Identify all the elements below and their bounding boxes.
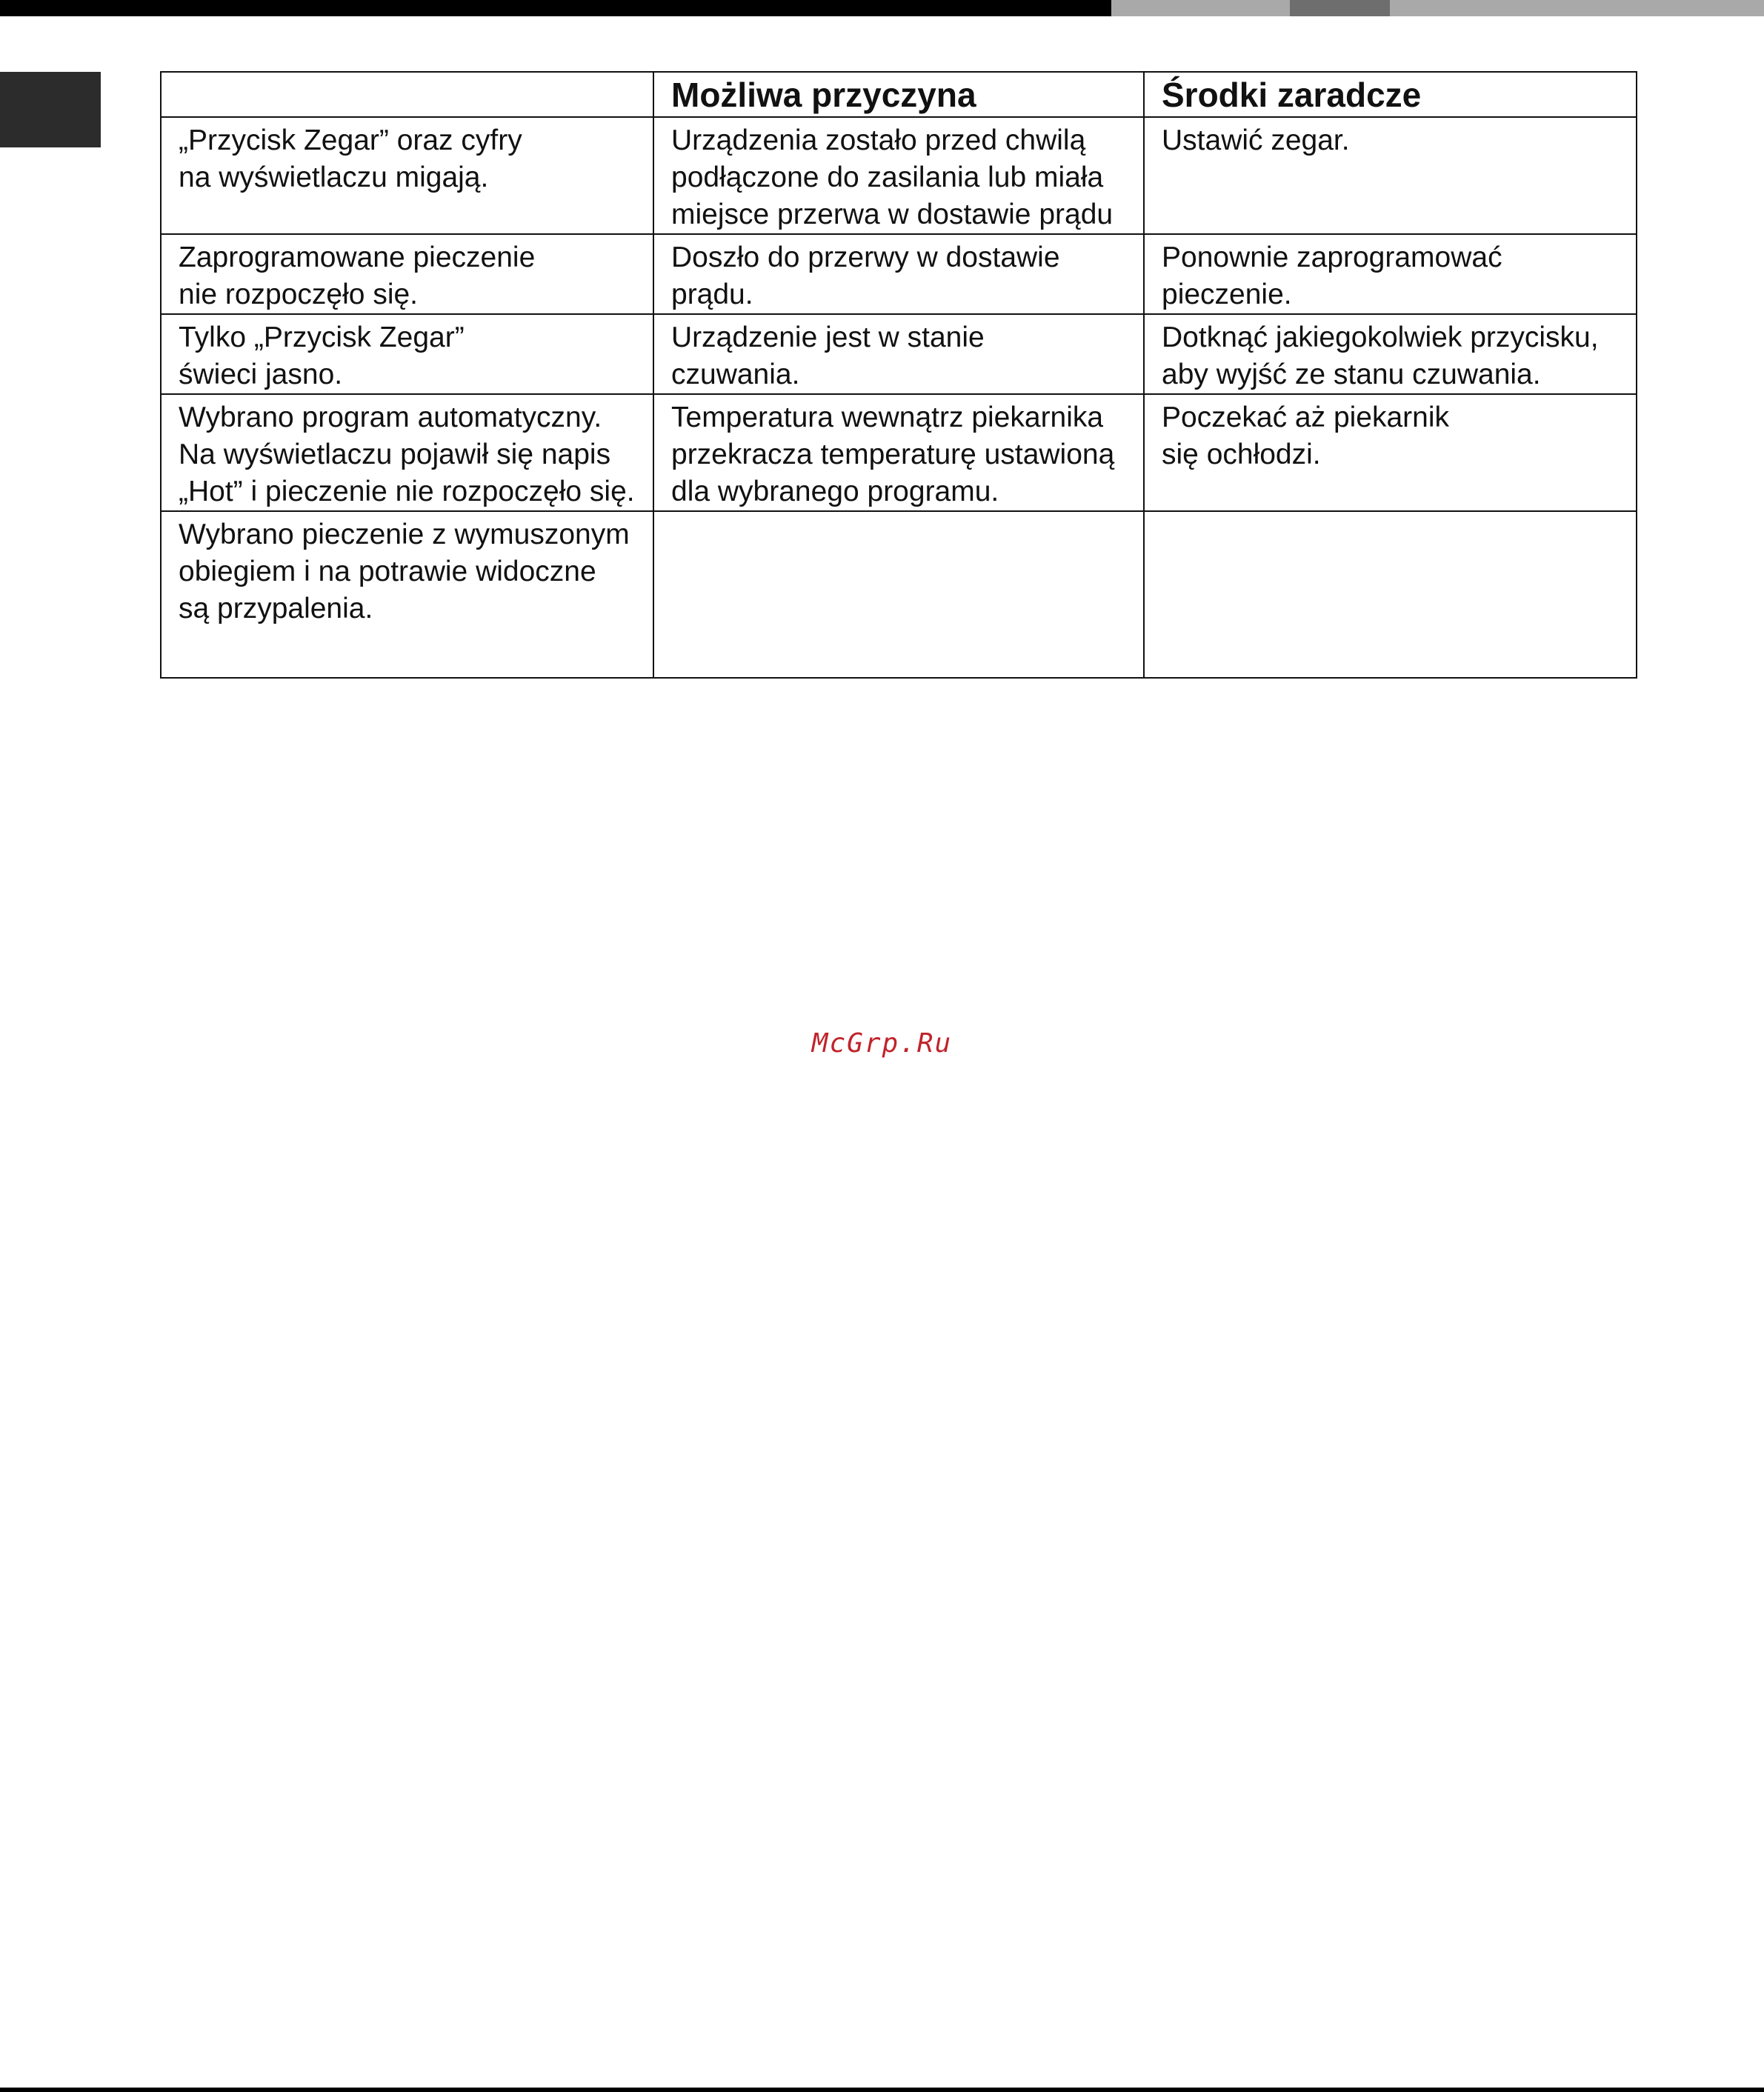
problem-cell — [161, 314, 653, 394]
top-bar-gray-segment — [1111, 0, 1290, 16]
header-remedy: Środki zaradcze — [1144, 72, 1637, 117]
problem-cell — [161, 117, 653, 234]
problem-line: „Przycisk Zegar” oraz cyfry — [179, 124, 522, 156]
remedy-line: Dotknąć jakiegokolwiek przycisku, — [1162, 322, 1599, 353]
problem-line: Wybrano program automatyczny. — [179, 402, 602, 433]
remedy-line: się ochłodzi. — [1162, 439, 1321, 470]
problem-line: Wybrano pieczenie z wymuszonym — [179, 519, 630, 550]
problem-line: obiegiem i na potrawie widoczne — [179, 556, 596, 587]
problem-line: są przypalenia. — [179, 593, 373, 624]
table-header-row — [161, 72, 1637, 117]
remedy-line: pieczenie. — [1162, 279, 1292, 310]
remedy-cell — [1144, 314, 1637, 394]
remedy-line: aby wyjść ze stanu czuwania. — [1162, 359, 1541, 390]
cause-cell — [653, 234, 1144, 314]
top-bar-light-gray-segment — [1390, 0, 1764, 16]
table-row — [161, 511, 1637, 678]
cause-line: Urządzenie jest w stanie — [671, 322, 985, 353]
cause-line: prądu. — [671, 279, 753, 310]
remedy-cell — [1144, 394, 1637, 511]
cause-cell — [653, 394, 1144, 511]
header-problem — [161, 72, 653, 117]
top-bar-dark-gray-segment — [1290, 0, 1390, 16]
top-bar-black-segment — [0, 0, 1111, 16]
cause-line: czuwania. — [671, 359, 800, 390]
top-color-bar — [0, 0, 1764, 16]
remedy-line: Ponownie zaprogramować — [1162, 241, 1502, 273]
problem-line: świeci jasno. — [179, 359, 343, 390]
problem-cell — [161, 234, 653, 314]
cause-line: podłączone do zasilania lub miała — [671, 161, 1104, 193]
cause-line: Doszło do przerwy w dostawie — [671, 241, 1060, 273]
cause-cell — [653, 511, 1144, 678]
problem-cell — [161, 511, 653, 678]
cause-cell — [653, 314, 1144, 394]
cause-line: Urządzenia zostało przed chwilą — [671, 124, 1086, 156]
table-row — [161, 314, 1637, 394]
table-row — [161, 394, 1637, 511]
table-row — [161, 234, 1637, 314]
cause-line: Temperatura wewnątrz piekarnika — [671, 402, 1104, 433]
problem-line: nie rozpoczęło się. — [179, 279, 419, 310]
remedy-cell — [1144, 117, 1637, 234]
table-row — [161, 117, 1637, 234]
troubleshooting-table — [160, 71, 1637, 679]
bottom-rule — [0, 2088, 1764, 2092]
problem-line: „Hot” i pieczenie nie rozpoczęło się. — [179, 476, 635, 507]
watermark-text: McGrp.Ru — [811, 1028, 953, 1059]
cause-line: przekracza temperaturę ustawioną — [671, 439, 1115, 470]
problem-cell — [161, 394, 653, 511]
cause-line: dla wybranego programu. — [671, 476, 999, 507]
remedy-cell — [1144, 234, 1637, 314]
section-tab-marker — [0, 72, 101, 147]
remedy-cell — [1144, 511, 1637, 678]
problem-line: Na wyświetlaczu pojawił się napis — [179, 439, 611, 470]
cause-cell — [653, 117, 1144, 234]
remedy-line: Ustawić zegar. — [1162, 124, 1350, 156]
problem-line: Tylko „Przycisk Zegar” — [179, 322, 465, 353]
cause-line: miejsce przerwa w dostawie prądu — [671, 199, 1114, 230]
problem-line: na wyświetlaczu migają. — [179, 161, 489, 193]
header-possible-cause: Możliwa przyczyna — [653, 72, 1144, 117]
remedy-line: Poczekać aż piekarnik — [1162, 402, 1450, 433]
problem-line: Zaprogramowane pieczenie — [179, 241, 536, 273]
